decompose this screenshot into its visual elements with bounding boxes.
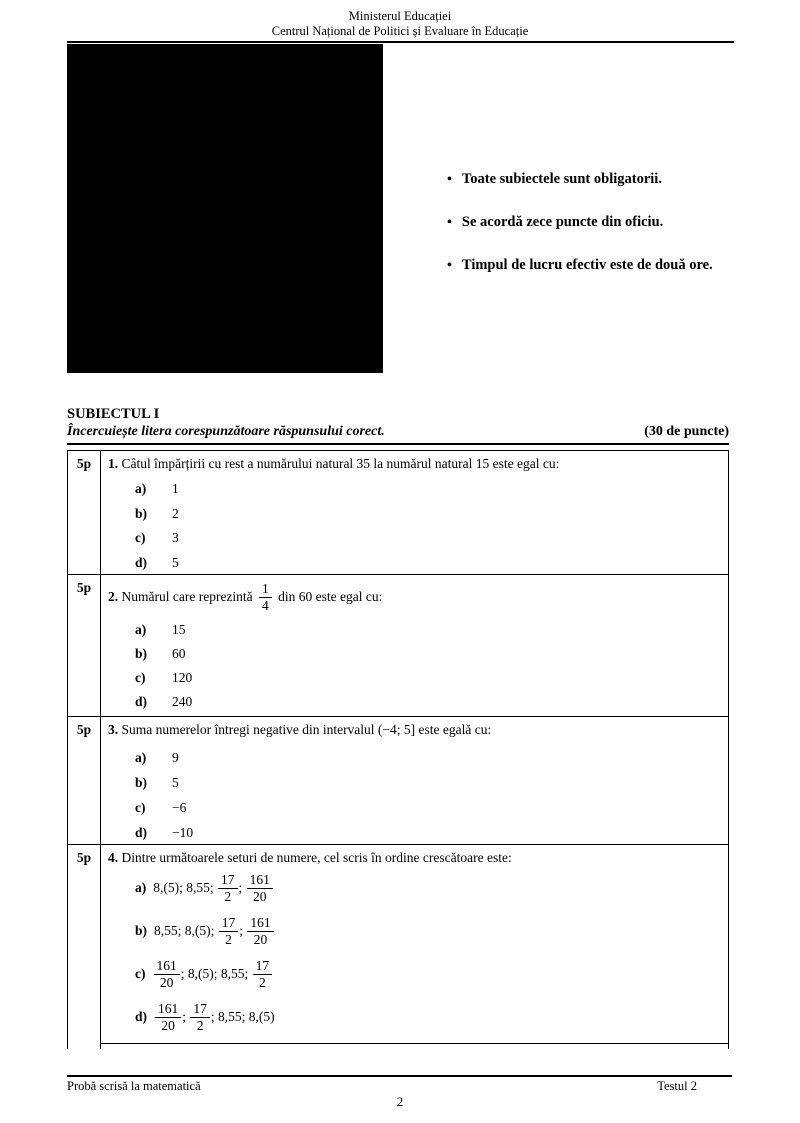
option-value: 240	[172, 694, 193, 709]
question-number: 2.	[108, 589, 119, 604]
option-letter: a)	[135, 481, 147, 496]
answer-option	[135, 952, 720, 995]
header-divider	[67, 41, 734, 43]
option-letter: a)	[135, 880, 147, 895]
question-cell	[101, 575, 728, 716]
answer-option	[135, 909, 720, 952]
fraction	[247, 873, 273, 904]
answer-option	[108, 555, 720, 576]
footer-divider	[67, 1075, 732, 1077]
fraction-denominator: 2	[224, 889, 232, 905]
option-value: 60	[172, 646, 186, 661]
fraction-numerator: 17	[253, 959, 273, 975]
question-cell	[101, 451, 728, 574]
page-number: 2	[396, 1094, 404, 1109]
option-value: 1	[172, 481, 179, 496]
option-letter: b)	[135, 505, 148, 521]
bullet-icon: •	[447, 172, 452, 187]
question-text: 4. Dintre următoarele seturi de numere, cel scris în ordine crescătoare este:	[108, 850, 512, 865]
question-cell	[101, 1044, 728, 1049]
option-letter: d)	[135, 825, 148, 840]
answer-option	[108, 506, 720, 531]
fraction	[190, 1002, 210, 1033]
question-text: 3. Suma numerelor întregi negative din intervalul (−4; 5] este egală cu:	[108, 722, 492, 737]
option-letter: c)	[135, 670, 146, 685]
fraction-numerator: 161	[155, 1002, 181, 1018]
fraction	[247, 916, 273, 947]
option-value: −6	[172, 800, 187, 815]
option-letter: a)	[135, 750, 147, 765]
fraction-numerator: 161	[154, 959, 180, 975]
option-letter: d)	[135, 694, 148, 709]
answer-option	[135, 995, 720, 1038]
list-item	[447, 214, 713, 231]
subject-title: SUBIECTUL I	[67, 406, 160, 422]
answer-option	[108, 530, 720, 555]
option-letter: d)	[135, 1009, 148, 1024]
option-value: 5	[172, 775, 179, 790]
option-segment: ;	[238, 880, 246, 895]
document-header	[0, 9, 800, 38]
fraction-denominator: 20	[253, 932, 268, 948]
exam-rules-list	[447, 171, 713, 300]
redacted-block	[67, 44, 383, 373]
question-number: 4.	[108, 850, 119, 865]
answer-option	[108, 800, 720, 825]
options-list	[108, 481, 720, 575]
option-letter: a)	[135, 622, 147, 637]
fraction-denominator: 20	[159, 975, 174, 991]
fraction	[155, 1002, 181, 1033]
question-cell	[101, 845, 728, 1044]
option-segment: ;	[182, 1009, 190, 1024]
fraction-numerator: 17	[190, 1002, 210, 1018]
answer-option	[108, 646, 720, 670]
option-letter: b)	[135, 646, 148, 661]
fraction-denominator: 20	[161, 1018, 175, 1034]
points-cell: 5p	[68, 451, 101, 574]
fraction-denominator: 2	[259, 975, 266, 991]
question-number: 1.	[108, 456, 119, 471]
rule-text: Toate subiectele sunt obligatorii.	[461, 171, 662, 187]
fraction-denominator: 4	[262, 598, 269, 614]
answer-option	[108, 670, 720, 694]
fraction	[218, 873, 238, 904]
fraction-denominator: 2	[225, 932, 232, 948]
points-cell: 5p	[68, 575, 101, 716]
table-pagebreak-stub	[68, 1044, 728, 1049]
footer-subject: Probă scrisă la matematică	[67, 1079, 201, 1093]
option-segment: ; 8,(5); 8,55;	[180, 966, 252, 981]
option-letter: c)	[135, 530, 146, 545]
option-letter: c)	[135, 800, 146, 815]
answer-option	[108, 775, 720, 800]
instruction-row	[67, 424, 729, 445]
question-text: 1. Câtul împărțirii cu rest a numărului natural 35 la numărul natural 15 este egal cu:	[108, 456, 560, 471]
option-segment: 8,(5); 8,55;	[153, 880, 217, 895]
question-row-4	[68, 845, 728, 1044]
bullet-icon: •	[447, 258, 452, 273]
fraction-numerator: 161	[247, 873, 273, 889]
options-list	[108, 750, 720, 845]
answer-option	[108, 694, 720, 717]
option-value: 3	[172, 530, 179, 545]
instruction-text: Încercuiește litera corespunzătoare răspunsului corect.	[67, 424, 385, 439]
option-value: 15	[172, 622, 186, 637]
option-value: 9	[172, 750, 179, 765]
fraction	[154, 959, 180, 990]
answer-option	[108, 622, 720, 646]
header-center: Centrul Național de Politici și Evaluare în Educație	[271, 23, 529, 38]
bullet-icon: •	[447, 215, 452, 230]
questions-table	[67, 450, 729, 1049]
fraction	[253, 959, 273, 990]
header-ministry: Ministerul Educației	[348, 9, 452, 23]
question-text: 2. Numărul care reprezintă $\frac{1}{4}$ din 60 este egal cu:	[108, 581, 383, 614]
footer-test-number: Testul 2	[657, 1079, 697, 1093]
option-value: 5	[172, 554, 179, 570]
option-letter: b)	[135, 923, 148, 938]
points-cell	[68, 1044, 101, 1049]
option-letter: b)	[135, 775, 148, 790]
fraction-numerator: 17	[218, 873, 238, 889]
fraction-numerator: 161	[247, 916, 273, 932]
fraction	[259, 582, 272, 613]
option-letter: d)	[135, 554, 148, 570]
points-cell: 5p	[68, 845, 101, 1044]
rule-text: Se acordă zece puncte din oficiu.	[461, 214, 664, 230]
question-row-3	[68, 717, 728, 845]
list-item	[447, 257, 713, 274]
option-segment: ;	[239, 923, 247, 938]
option-value: 120	[172, 670, 193, 685]
option-value: 2	[172, 505, 179, 521]
question-row-2	[68, 575, 728, 717]
points-total: (30 de puncte)	[644, 424, 729, 439]
fraction-denominator: 2	[196, 1018, 204, 1034]
option-segment: 8,55; 8,(5);	[154, 923, 218, 938]
fraction-denominator: 20	[253, 889, 267, 905]
option-value: −10	[172, 825, 194, 840]
list-item	[447, 171, 713, 188]
question-cell	[101, 717, 728, 844]
rule-text: Timpul de lucru efectiv este de două ore.	[461, 257, 713, 273]
option-letter: c)	[135, 966, 146, 981]
answer-option	[108, 750, 720, 775]
option-segment: ; 8,55; 8,(5)	[210, 1009, 275, 1024]
points-cell: 5p	[68, 717, 101, 844]
options-list	[108, 622, 720, 717]
fraction-numerator: 17	[219, 916, 239, 932]
answer-option	[135, 866, 720, 909]
answer-option	[108, 825, 720, 845]
answer-option	[108, 481, 720, 506]
fraction	[219, 916, 239, 947]
question-row-1	[68, 451, 728, 575]
fraction-numerator: 1	[259, 582, 272, 598]
question-number: 3.	[108, 722, 119, 737]
